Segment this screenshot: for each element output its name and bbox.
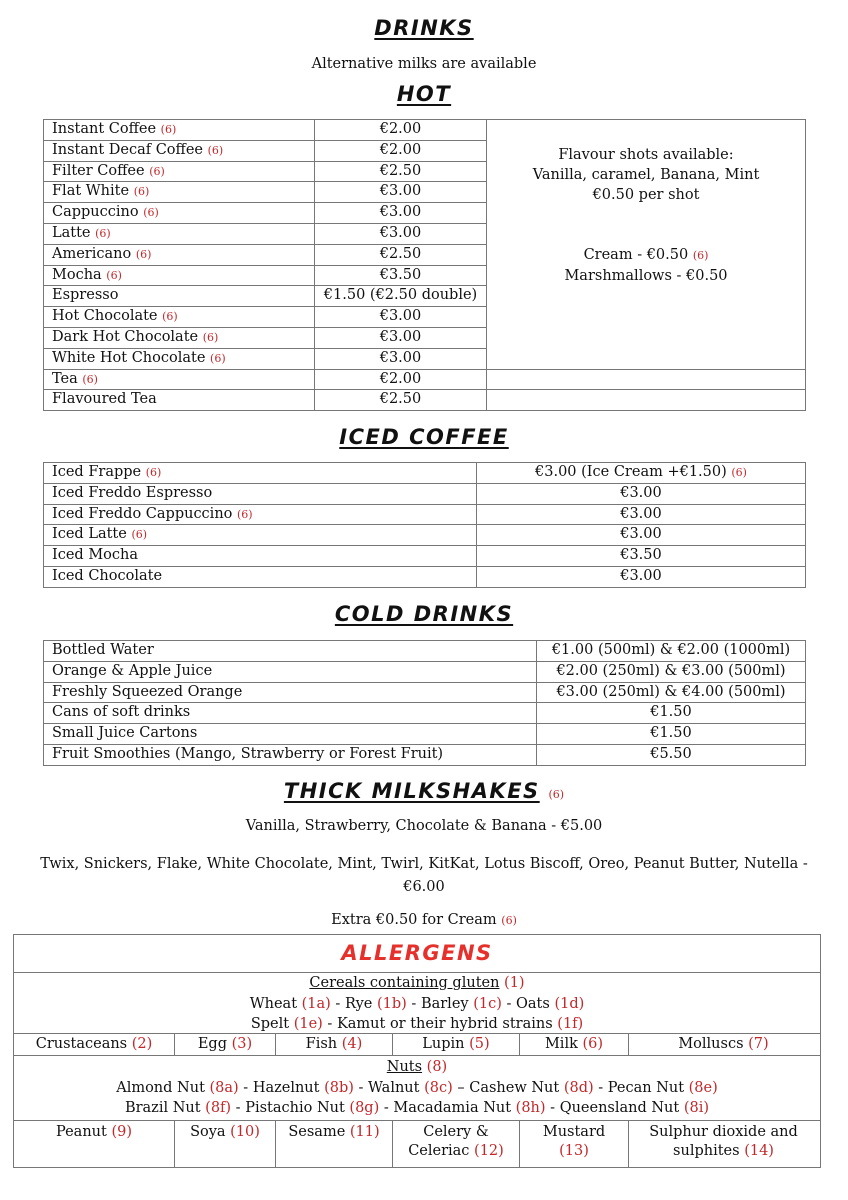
item-name: Cappuccino (6) [44,203,315,224]
item-name: Iced Chocolate [44,566,477,587]
item-name: Dark Hot Chocolate (6) [44,327,315,348]
cold-row [44,682,806,703]
iced-row [44,566,806,587]
item-name: Tea (6) [44,369,315,390]
cold-row [44,724,806,745]
cold-row [44,703,806,724]
iced-row [44,504,806,525]
cereals-row: Cereals containing gluten (1) Wheat (1a) - Rye (1b) - Barley (1c) - Oats (1d) Spelt (1e) - Kamut or their hybrid strains (1f) [14,973,820,1034]
item-name: Flat White (6) [44,182,315,203]
milkshake-line-2: Twix, Snickers, Flake, White Chocolate, Mint, Twirl, KitKat, Lotus Biscoff, Oreo, Peanut Butter, Nutella - [40,856,808,872]
hot-table [43,119,806,411]
iced-row [44,525,806,546]
item-price: €2.50 [315,390,487,411]
item-price: €3.00 [315,182,487,203]
item-price: €3.50 [477,546,806,567]
item-name: White Hot Chocolate (6) [44,348,315,369]
item-price: €3.00 [477,566,806,587]
allergen-code: (6) [82,372,98,386]
item-name: Bottled Water [44,641,537,662]
allergen-code: (6) [106,268,122,282]
item-price: €2.00 [315,140,487,161]
item-name: Filter Coffee (6) [44,161,315,182]
item-name: Small Juice Cartons [44,724,537,745]
allergens-row-2 [14,1121,820,1167]
hot-row [44,390,806,411]
allergen-cell: Milk (6) [520,1034,629,1055]
item-price: €2.50 [315,244,487,265]
allergen-cell: Molluscs (7) [678,1036,769,1052]
item-price: €1.00 (500ml) & €2.00 (1000ml) [537,641,806,662]
item-price: €3.00 [315,307,487,328]
item-price: €3.00 [315,203,487,224]
item-name: Freshly Squeezed Orange [44,682,537,703]
item-name: Orange & Apple Juice [44,661,537,682]
iced-table [43,462,806,588]
item-name: Instant Coffee (6) [44,120,315,141]
allergens-heading: ALLERGENS [341,941,493,965]
cold-row [44,641,806,662]
item-price: €2.00 (250ml) & €3.00 (500ml) [537,661,806,682]
allergen-code: (6) [135,247,152,261]
allergens-row-1 [14,1034,820,1056]
empty-cell [487,390,806,411]
nuts-row: Nuts (8) Almond Nut (8a) - Hazelnut (8b) - Walnut (8c) – Cashew Nut (8d) - Pecan Nut (8e) Brazil Nut (8f) - Pistachio Nut (8g) - Macadamia Nut (8h) - Queensland Nut (8i) [14,1056,820,1121]
item-name: Instant Decaf Coffee (6) [44,140,315,161]
page-title: DRINKS [374,16,474,40]
item-name: Espresso [44,286,315,307]
allergen-code: (6) [149,164,165,178]
allergen-code: (6) [207,143,224,157]
item-name: Americano (6) [44,244,315,265]
item-name: Latte (6) [44,223,315,244]
empty-cell [487,369,806,390]
iced-heading: ICED COFFEE [339,425,509,449]
item-price: €2.00 [315,369,487,390]
item-price: €3.00 [315,223,487,244]
allergen-cell: Fish (4) [276,1034,393,1055]
item-price: €1.50 (€2.50 double) [315,286,487,307]
item-price: €3.00 (250ml) & €4.00 (500ml) [537,682,806,703]
allergen-cell: Lupin (5) [393,1034,520,1055]
allergen-code: (6) [95,226,111,240]
item-name: Mocha (6) [44,265,315,286]
item-price: €2.00 [315,120,487,141]
item-name: Iced Freddo Espresso [44,483,477,504]
allergen-cell: Crustaceans (2) [14,1034,175,1055]
item-price: €1.50 [537,703,806,724]
allergen-cell: Soya (10) [175,1121,276,1167]
hot-row [44,120,806,141]
item-name: Fruit Smoothies (Mango, Strawberry or Forest Fruit) [44,744,537,765]
allergen-code: (6) [162,310,178,324]
cold-heading: COLD DRINKS [334,602,514,626]
item-price: €3.50 [315,265,487,286]
iced-row [44,546,806,567]
allergen-code: (6) [202,330,219,344]
milkshakes-heading: THICK MILKSHAKES (6) [283,779,565,803]
hot-row [44,369,806,390]
item-name: Iced Frappe (6) [44,463,477,484]
item-price: €5.50 [537,744,806,765]
allergen-code: (6) [160,123,177,136]
item-price: €1.50 [537,724,806,745]
allergen-code: (6) [143,206,159,220]
item-price: €3.00 [477,483,806,504]
allergen-cell: Sulphur dioxide and sulphites (14) [649,1124,798,1159]
iced-row [44,483,806,504]
milkshake-line-1: Vanilla, Strawberry, Chocolate & Banana - €5.00 [245,818,603,834]
item-name: Iced Freddo Cappuccino (6) [44,504,477,525]
item-name: Cans of soft drinks [44,703,537,724]
allergen-cell: Celery & Celeriac (12) [393,1121,520,1167]
allergens-title-row [14,935,820,973]
allergen-code: (6) [133,185,150,199]
item-name: Iced Latte (6) [44,525,477,546]
alt-milks-note: Alternative milks are available [311,56,537,72]
item-price: €3.00 [477,504,806,525]
cold-table [43,640,806,766]
item-price: €3.00 [477,525,806,546]
allergen-cell: Sesame (11) [276,1121,393,1167]
hot-heading: HOT [396,82,452,106]
milkshakes-allergen: (6) [548,788,565,801]
allergen-cell: Peanut (9) [14,1121,175,1167]
milkshake-extra: Extra €0.50 for Cream (6) [331,912,517,928]
cold-row [44,744,806,765]
item-price: €3.00 (Ice Cream +€1.50) (6) [477,463,806,484]
item-price: €3.00 [315,327,487,348]
flavour-shots-cell: Flavour shots available: Vanilla, caramel, Banana, Mint €0.50 per shot Cream - €0.50 (6) Marshmallows - €0.50 [487,120,806,370]
allergen-cell: Mustard (13) [520,1121,629,1167]
item-name: Flavoured Tea [44,390,315,411]
iced-row [44,463,806,484]
cold-row [44,661,806,682]
allergens-box [13,934,821,1168]
item-price: €3.00 [315,348,487,369]
allergen-cell: Egg (3) [175,1034,276,1055]
milkshake-line-3: €6.00 [403,879,445,895]
item-price: €2.50 [315,161,487,182]
item-name: Hot Chocolate (6) [44,307,315,328]
item-name: Iced Mocha [44,546,477,567]
allergen-code: (6) [210,351,226,365]
